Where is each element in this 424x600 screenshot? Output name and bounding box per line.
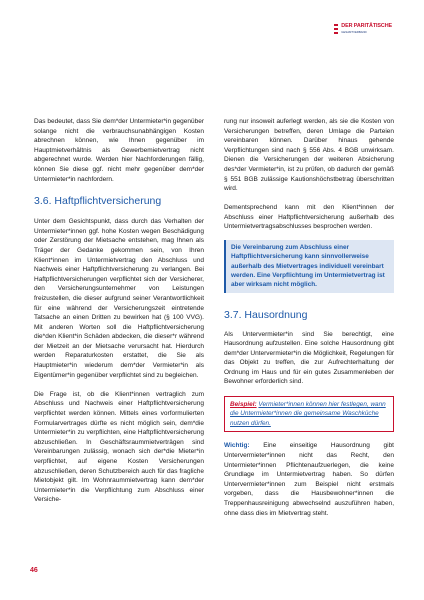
paragraph: Unter dem Gesichtspunkt, dass durch das Verhalten der Untermieter*innen ggf. hohe Kosten wegen Beschädigung oder Zerstörung der Mietsache entstehen, mag Ihnen als Träger der Gedanke gekommen sein, von Ihren Klient*innen im Untermietvertrag den Abschluss und Nachweis einer Haftpflichtversicherung zu verlangen. Bei Haftpflichtversicherungen verpflichtet sich der Versicherer, den Versicherungsunternehmer von Leistungen freizustellen, die dieser aufgrund seiner Verantwortlichkeit für eine während der Versicherungszeit eintretende Tatsache an einen Dritten zu bewirken hat (§ 100 VVG). Mit anderen Worten soll die Haftpflichtversicherung die*den Klient*in Schäden abdecken, die dieser*r während der Mietzeit an der Mietsache verursacht hat. Hierdurch werden Reparaturkosten erstattet, die Sie als Hauptmieter*in wiederum dem*der Vermieter*in als Eigentümer*in gegenüber verpflichtet sind zu begleichen.: [34, 218, 204, 379]
wichtig-text: Eine einseitige Hausordnung gibt Untervermieter*innen nicht das Recht, den Untermieter*innen Pflichtenaufzuerlegen, die keine Grundlage im Untermietvertrag haben. So dürfen Untervermieter*innen zum Beispiel nicht erstmals vorgeben, dass die Hausbewohner*innen die Treppenhausreinigung abwechselnd auszuführen haben, ohne dass dies im Mietvertrag steht.: [224, 442, 394, 517]
paragraph: rung nur insoweit auferlegt werden, als sie die Kosten von Versicherungen betreffen, deren Umlage die Parteien vereinbaren können. Darüber hinaus gehende Verpflichtungen sind nach § 556 Abs. 4 BGB unwirksam. Dienen die Versicherungen der weiteren Absicherung des*der Vermieter*in, ist zu prüfen, ob dadurch der gemäß § 551 BGB zulässige Kautionshöchstbetrag überschritten wird.: [224, 118, 394, 193]
section-heading-hausordnung: 3.7. Hausordnung: [224, 308, 308, 321]
logo-subtitle: GESAMTVERBAND: [341, 29, 367, 34]
page-number: 46: [30, 567, 38, 574]
example-box: [224, 396, 394, 432]
paragraph: Dementsprechend kann mit den Klient*innen der Abschluss einer Haftpflichtversicherung außerhalb des Untermietvertragsabschlusses besprochen werden.: [224, 204, 394, 231]
logo-name: DER PARITÄTISCHE: [341, 23, 392, 30]
left-column: [34, 117, 204, 505]
info-note-box: Die Vereinbarung zum Abschluss einer Haftpflichtversicherung kann sinnvollerweise außerhalb des Mietvertrages individuell vereinbart werden. Eine Verpflichtung im Untermietvertrag ist aber wirksam nicht möglich.: [224, 240, 394, 292]
example-label: Beispiel:: [230, 401, 257, 409]
paritaetische-logo: [334, 22, 392, 36]
right-column: [224, 117, 394, 518]
example-text: Vermieter*innen können hier festlegen, wann die Untermieter*innen die gemeinsame Waschküche nutzen dürfen.: [230, 401, 386, 427]
paragraph: Als Untervermieter*in sind Sie berechtigt, eine Hausordnung aufzustellen. Eine solche Hausordnung gibt dem*der Untervermieter*in die Möglichkeit, Regelungen für das Objekt zu treffen, die zur Aufrechterhaltung der Ordnung im Haus und für ein gutes Zusammenleben der Bewohner erforderlich sind.: [224, 330, 394, 386]
section-heading-haftpflicht: 3.6. Haftpflichtversicherung: [34, 195, 162, 208]
logo-stripes-icon: [334, 24, 338, 34]
wichtig-label: Wichtig:: [224, 442, 250, 450]
paragraph: Das bedeutet, dass Sie dem*der Untermieter*in gegenüber solange nicht die verbrauchsunabhängigen Kosten abrechnen können, wie Ihnen gegenüber im Hauptmietverhältnis als Gewerbemietvertrag nicht abgerechnet wurde. Werden hier Nachforderungen fällig, können Sie diese ggf. nicht mehr gegenüber dem*der Untermieter*in nachfordern.: [34, 118, 204, 183]
paragraph-wichtig: [224, 441, 394, 518]
paragraph: Die Frage ist, ob die Klient*innen vertraglich zum Abschluss und Nachweis einer Haftpflichtversicherung verpflichtet werden können. Mittels eines vorformulierten Formularvertrages dürfte es nicht möglich sein, dem*die Untermieter*in zu verpflichten, eine Haftpflichtversicherung abzuschließen. In Geschäftsraummietverträgen sind Vereinbarungen zulässig, wonach sich der*die Mieter*in verpflichtet, auf eigene Kosten Versicherungen abzuschließen, deren Schutzbereich auch für das fragliche Mietobjekt gilt. Im Wohnraummietvertrag kann dem*der Untermieter*in die Verpflichtung zum Abschluss einer Versiche-: [34, 390, 204, 504]
